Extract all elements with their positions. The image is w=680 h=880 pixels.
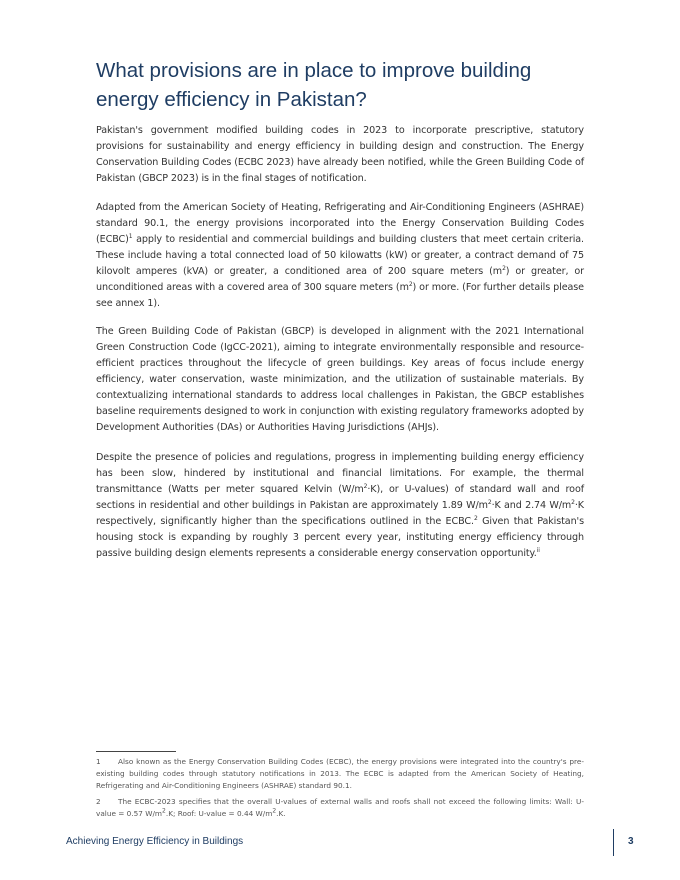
footnote-ref-2[interactable]: 2	[473, 514, 478, 522]
p4-text-b: ·K), or U-values) of standard wall and roof sections in residential and other buildings in Pakistan are approximately 1.89 W/m	[96, 484, 584, 511]
paragraph-progress	[96, 450, 584, 562]
p4-text-a: Despite the presence of policies and regulations, progress in implementing building energy efficiency has been slow, hindered by institutional and financial limitations. For example, the thermal transmittance (Watts per meter squared Kelvin (W/m	[96, 452, 584, 495]
footnote-2	[96, 796, 584, 820]
paragraph-building-codes: Pakistan's government modified building codes in 2023 to incorporate prescriptive, statutory provisions for sustainability and energy efficiency in building design and construction. The Energy Conservation Building Codes (ECBC 2023) have already been notified, while the Green Building Code of Pakistan (GBCP 2023) is in the final stages of notification.	[96, 125, 584, 184]
superscript: 2	[363, 482, 368, 490]
paragraph-gbcp: The Green Building Code of Pakistan (GBCP) is developed in alignment with the 2021 International Green Construction Code (IgCC-2021), aiming to integrate environmentally responsible and resource-efficient practices throughout the lifecycle of green buildings. Key areas of focus include energy efficiency, water conservation, waste minimization, and the utilization of sustainable materials. By contextualizing international standards to address local challenges in Pakistan, the GBCP establishes baseline requirements designed to work in conjunction with existing regulatory frameworks adopted by Development Authorities (DAs) or Authorities Having Jurisdictions (AHJs).	[96, 326, 584, 433]
p4-text-d: ·K respectively, significantly higher than the specifications outlined in the ECBC.	[96, 500, 584, 527]
footnote-text-a: The ECBC-2023 specifies that the overall U-values of external walls and roofs shall not exceed the following limits: Wall: U-value = 0.57 W/m	[96, 797, 584, 818]
footnote-text: Also known as the Energy Conservation Building Codes (ECBC), the energy provisions were integrated into the country's pre-existing building codes through statutory notifications in 2013. The ECBC is adapted from the American Society of Heating, Refrigerating and Air-Conditioning Engineers (ASHRAE) standard 90.1.	[96, 757, 584, 790]
endnote-ref-ii[interactable]: ii	[536, 546, 540, 554]
footnote-number: 1	[96, 757, 101, 766]
footnote-ref-1[interactable]: 1	[128, 232, 133, 240]
superscript: 2	[162, 807, 166, 815]
p2-text-a: Adapted from the American Society of Heating, Refrigerating and Air-Conditioning Engineers (ASHRAE) standard 90.1, the energy provisions incorporated into the Energy Conservation Building Codes (ECBC)	[96, 202, 584, 245]
page-number: 3	[628, 836, 634, 847]
p2-text-b: apply to residential and commercial buildings and building clusters that meet certain criteria. These include having a total connected load of 50 kilowatts (kW) or greater, a contract demand of 75 kilovolt amperes (kVA) or greater, a conditioned area of 200 square meters (m	[96, 234, 584, 277]
footnote-divider	[96, 751, 176, 752]
footnote-1	[96, 756, 584, 792]
footnote-text-c: .K.	[276, 809, 286, 818]
p4-text-c: ·K and 2.74 W/m	[491, 500, 572, 511]
p2-text-c: ) or greater, or unconditioned areas with a covered area of 300 square meters (m	[96, 266, 584, 293]
footer-divider	[613, 829, 614, 856]
footnote-text-b: .K; Roof: U-value = 0.44 W/m	[165, 809, 273, 818]
superscript: 2	[272, 807, 277, 815]
page-title: What provisions are in place to improve building energy efficiency in Pakistan?	[96, 59, 532, 111]
paragraph-ecbc	[96, 200, 584, 312]
superscript: 2	[487, 498, 492, 506]
footnote-number: 2	[96, 797, 101, 806]
p4-text-e: Given that Pakistan's housing stock is expanding by roughly 3 percent every year, instituting energy efficiency through passive building design elements represents a considerable energy conservation opportunity.	[96, 516, 584, 559]
superscript: 2	[408, 280, 413, 288]
superscript: 2	[571, 498, 575, 506]
superscript: 2	[502, 264, 506, 272]
footer-document-title: Achieving Energy Efficiency in Buildings	[66, 836, 244, 847]
p2-text-d: ) or more. (For further details please see annex 1).	[96, 282, 584, 309]
